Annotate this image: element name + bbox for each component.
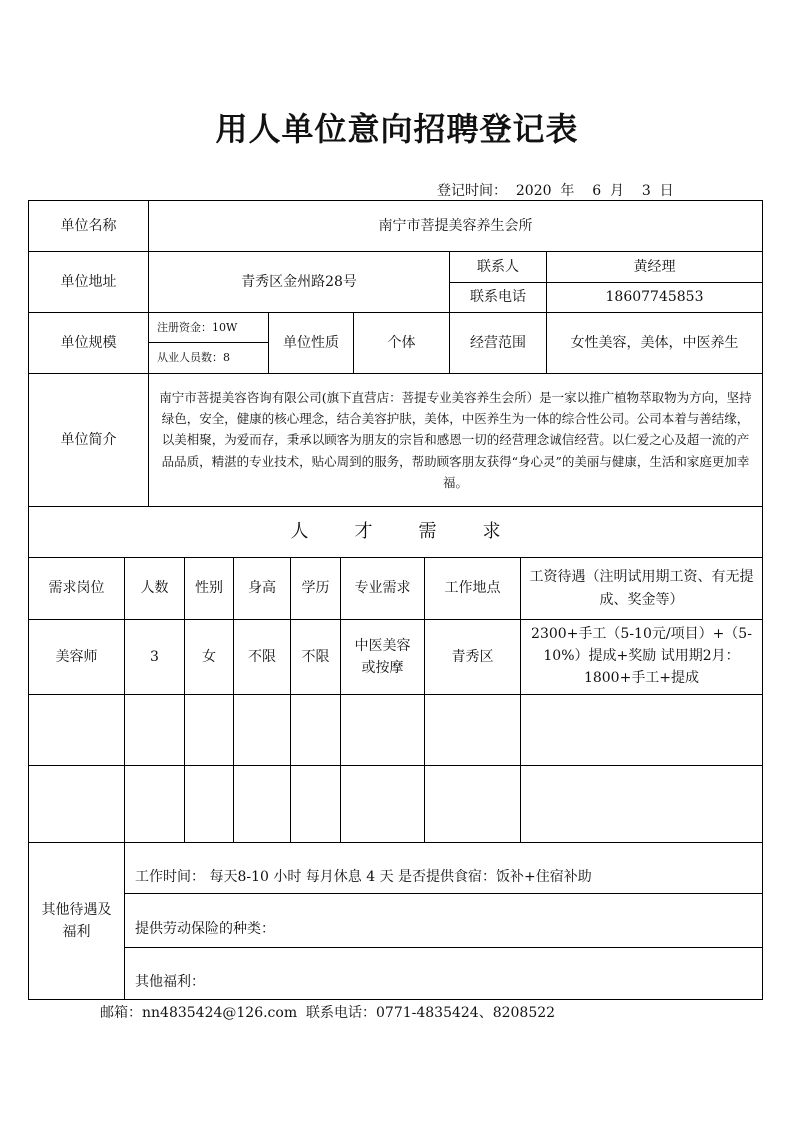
- company-name-value: 南宁市菩提美容养生会所: [148, 200, 763, 252]
- table-row-major: 中医美容或按摩: [340, 619, 425, 695]
- footer-contact: 邮箱：nn4835424@126.com 联系电话：0771-4835424、8208522: [100, 1005, 556, 1021]
- empty-cell: [520, 765, 763, 843]
- table-row-gender: 女: [184, 619, 234, 695]
- empty-cell: [290, 765, 341, 843]
- empty-cell: [28, 694, 125, 766]
- empty-cell: [124, 765, 185, 843]
- empty-cell: [340, 765, 425, 843]
- empty-cell: [184, 694, 234, 766]
- insurance-types: 提供劳动保险的种类：: [124, 893, 763, 948]
- empty-cell: [340, 694, 425, 766]
- table-row-position: 美容师: [28, 619, 125, 695]
- table-row-education: 不限: [290, 619, 341, 695]
- page-title: 用人单位意向招聘登记表: [215, 110, 579, 148]
- talent-demand-heading: 人才需求: [28, 506, 763, 558]
- header-education: 学历: [290, 557, 341, 620]
- nature-value: 个体: [353, 312, 450, 374]
- benefits-label: 其他待遇及福利: [28, 842, 125, 1000]
- address-label: 单位地址: [28, 251, 149, 313]
- scale-label: 单位规模: [28, 312, 149, 374]
- header-position: 需求岗位: [28, 557, 125, 620]
- empty-cell: [233, 765, 291, 843]
- nature-label: 单位性质: [268, 312, 354, 374]
- contact-label: 联系人: [449, 251, 547, 283]
- registration-date: 登记时间： 2020 年 6 月 3 日: [437, 183, 674, 199]
- empty-cell: [424, 765, 521, 843]
- empty-cell: [233, 694, 291, 766]
- work-time: 工作时间： 每天8-10 小时 每月休息 4 天 是否提供食宿：饭补+住宿补助: [124, 842, 763, 894]
- header-major: 专业需求: [340, 557, 425, 620]
- staff-count: 从业人员数：8: [148, 342, 269, 374]
- contact-value: 黄经理: [546, 251, 763, 283]
- header-salary: 工资待遇（注明试用期工资、有无提成、奖金等）: [520, 557, 763, 620]
- empty-cell: [28, 765, 125, 843]
- table-row-height: 不限: [233, 619, 291, 695]
- table-row-salary: 2300+手工（5-10元/项目）+（5-10%）提成+奖励 试用期2月：1800+手工+提成: [520, 619, 763, 695]
- table-row-count: 3: [124, 619, 185, 695]
- empty-cell: [124, 694, 185, 766]
- address-value: 青秀区金州路28号: [148, 251, 450, 313]
- empty-cell: [290, 694, 341, 766]
- header-height: 身高: [233, 557, 291, 620]
- other-benefits: 其他福利：: [124, 947, 763, 1000]
- intro-value: 南宁市菩提美容咨询有限公司(旗下直营店：菩提专业美容养生会所）是一家以推广植物萃取物为方向，坚持绿色，安全，健康的核心理念，结合美容护肤，美体，中医养生为一体的综合性公司。公司本着与善结缘，以美相聚，为爱而存，秉承以顾客为朋友的宗旨和感恩一切的经营理念诚信经营。以仁爱之心及超一流的产品品质，精湛的专业技术，贴心周到的服务，帮助顾客朋友获得“身心灵”的美丽与健康，生活和家庭更加幸福。: [148, 373, 763, 507]
- table-row-location: 青秀区: [424, 619, 521, 695]
- registered-capital: 注册资金：10W: [148, 312, 269, 343]
- empty-cell: [424, 694, 521, 766]
- header-gender: 性别: [184, 557, 234, 620]
- phone-label: 联系电话: [449, 282, 547, 313]
- company-name-label: 单位名称: [28, 200, 149, 252]
- header-location: 工作地点: [424, 557, 521, 620]
- scope-label: 经营范围: [449, 312, 547, 374]
- empty-cell: [184, 765, 234, 843]
- empty-cell: [520, 694, 763, 766]
- intro-label: 单位简介: [28, 373, 149, 507]
- scope-value: 女性美容，美体，中医养生: [546, 312, 763, 374]
- header-count: 人数: [124, 557, 185, 620]
- phone-value: 18607745853: [546, 282, 763, 313]
